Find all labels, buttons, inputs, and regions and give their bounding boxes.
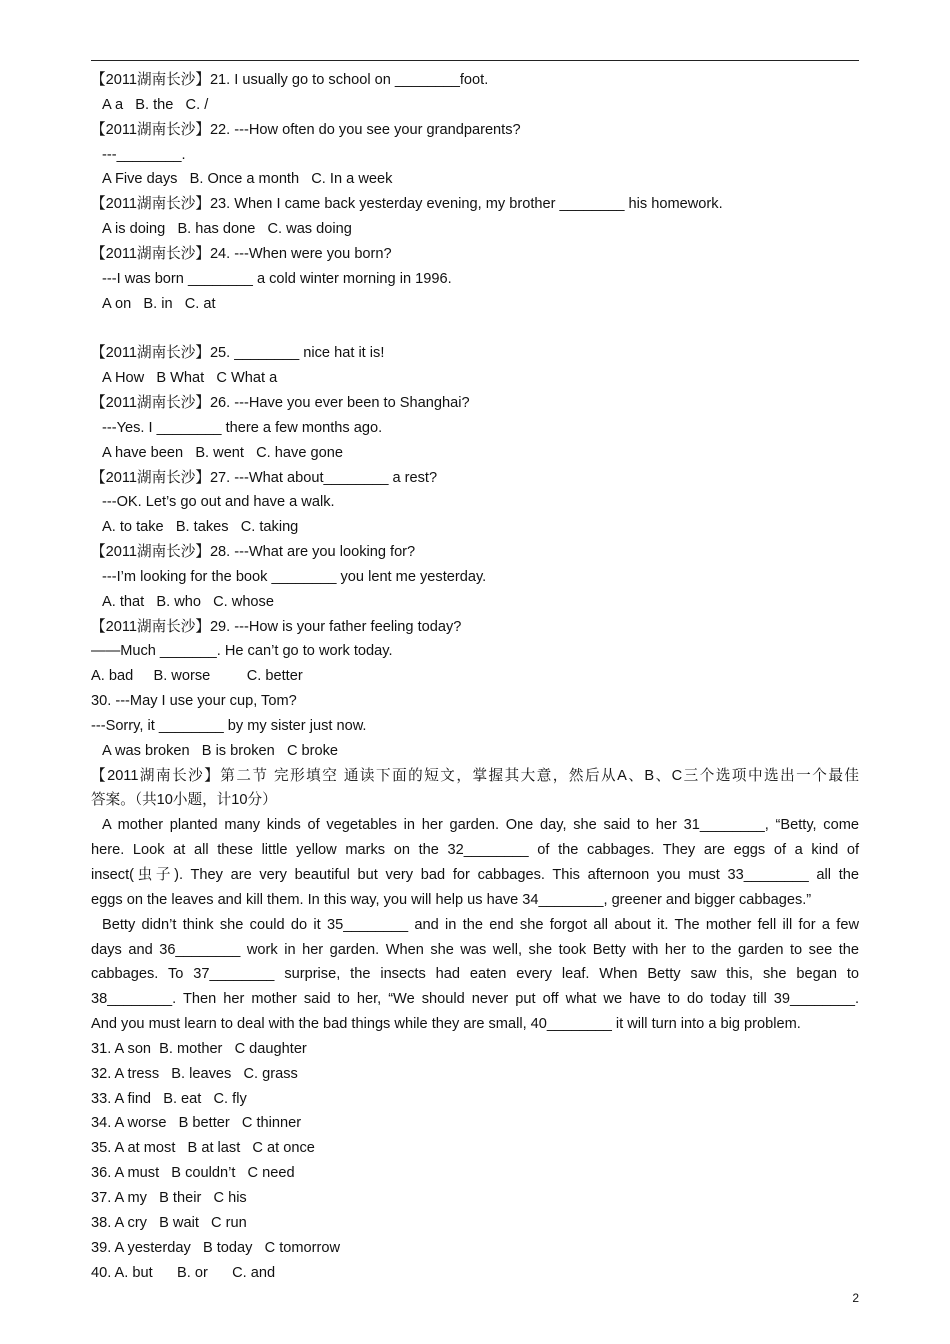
cloze-option-33: 33. A find B. eat C. fly xyxy=(91,1090,247,1107)
question-21-options: A a B. the C. / xyxy=(102,96,209,113)
question-25-stem: 【2011湖南长沙】25. ________ nice hat it is! xyxy=(91,345,385,362)
question-21-stem: 【2011湖南长沙】21. I usually go to school on ________foot. xyxy=(91,72,489,88)
question-23-stem: 【2011湖南长沙】23. When I came back yesterday evening, my brother ________ his homework. xyxy=(91,196,723,213)
cloze-option-35: 35. A at most B at last C at once xyxy=(91,1140,315,1157)
question-25-options: A How B What C What a xyxy=(102,370,278,387)
question-28-answer-line: ---I’m looking for the book ________ you lent me yesterday. xyxy=(102,568,487,585)
header-rule xyxy=(91,60,859,61)
question-24-options: A on B. in C. at xyxy=(102,295,216,312)
document-body xyxy=(91,68,859,1285)
cloze-intro-line-1: 【2011湖南长沙】第二节 完形填空 通读下面的短文，掌握其大意，然后从A、B、C三个选项中选出一个最佳 xyxy=(91,767,859,784)
question-30-answer-line: ---Sorry, it ________ by my sister just now. xyxy=(91,717,367,734)
cloze-option-31: 31. A son B. mother C daughter xyxy=(91,1040,307,1057)
cloze-paragraph-2-line: cabbages. To 37________ surprise, the insects had eaten every leaf. When Betty saw this, she began to xyxy=(91,966,859,983)
question-29-stem: 【2011湖南长沙】29. ---How is your father feeling today? xyxy=(91,618,462,635)
cloze-paragraph-1-line: here. Look at all these little yellow marks on the 32________ of the cabbages. They are eggs of a kind of xyxy=(91,842,859,859)
question-28-stem: 【2011湖南长沙】28. ---What are you looking for? xyxy=(91,544,416,561)
cloze-paragraph-2-line: And you must learn to deal with the bad things while they are small, 40________ it will turn into a big problem. xyxy=(91,1016,801,1033)
question-23-options: A is doing B. has done C. was doing xyxy=(102,221,352,238)
question-26-options: A have been B. went C. have gone xyxy=(102,444,343,461)
cloze-option-38: 38. A cry B wait C run xyxy=(91,1214,247,1231)
cloze-paragraph-2-line: 38________. Then her mother said to her, “We should never put off what we have to do today till 39________. xyxy=(91,991,859,1008)
question-26-stem: 【2011湖南长沙】26. ---Have you ever been to Shanghai? xyxy=(91,394,470,411)
question-22-stem: 【2011湖南长沙】22. ---How often do you see your grandparents? xyxy=(91,121,521,138)
question-24-stem: 【2011湖南长沙】24. ---When were you born? xyxy=(91,245,392,262)
blank-line xyxy=(91,316,859,341)
question-28-options: A. that B. who C. whose xyxy=(102,593,274,610)
cloze-paragraph-2-line: days and 36________ work in her garden. When she was well, she took Betty with her to the garden to see the xyxy=(91,941,859,958)
cloze-paragraph-1-line: eggs on the leaves and kill them. In this way, you will help us have 34________, greener and bigger cabbages.” xyxy=(91,891,812,908)
cloze-option-36: 36. A must B couldn’t C need xyxy=(91,1165,295,1182)
question-26-answer-line: ---Yes. I ________ there a few months ago. xyxy=(102,419,383,436)
cloze-intro-line-2: 答案。（共10小题，计10分） xyxy=(91,792,277,809)
question-24-answer-line: ---I was born ________ a cold winter morning in 1996. xyxy=(102,270,452,287)
cloze-option-37: 37. A my B their C his xyxy=(91,1189,247,1206)
question-27-options: A. to take B. takes C. taking xyxy=(102,519,299,536)
cloze-paragraph-2-line: Betty didn’t think she could do it 35________ and in the end she forgot all about it. The mother fell ill for a few xyxy=(102,916,859,933)
cloze-option-39: 39. A yesterday B today C tomorrow xyxy=(91,1239,341,1256)
question-22-options: A Five days B. Once a month C. In a week xyxy=(102,171,393,188)
question-22-answer-line: ---________. xyxy=(102,146,186,163)
cloze-option-40: 40. A. but B. or C. and xyxy=(91,1264,276,1281)
cloze-option-34: 34. A worse B better C thinner xyxy=(91,1115,302,1132)
question-27-stem: 【2011湖南长沙】27. ---What about________ a rest? xyxy=(91,469,438,486)
cloze-option-32: 32. A tress B. leaves C. grass xyxy=(91,1065,298,1082)
cloze-paragraph-1-line: A mother planted many kinds of vegetables in her garden. One day, she said to her 31________, “Betty, come xyxy=(102,817,859,834)
cloze-paragraph-1-line: insect(虫子). They are very beautiful but very bad for cabbages. This afternoon you must 33________ all the xyxy=(91,867,859,883)
question-30-stem: 30. ---May I use your cup, Tom? xyxy=(91,693,297,710)
question-29-answer-line: ——Much _______. He can’t go to work today. xyxy=(91,643,393,660)
question-27-answer-line: ---OK. Let’s go out and have a walk. xyxy=(102,494,335,511)
question-29-options: A. bad B. worse C. better xyxy=(91,668,303,685)
page-number: 2 xyxy=(852,1291,859,1305)
question-30-options: A was broken B is broken C broke xyxy=(102,742,339,759)
